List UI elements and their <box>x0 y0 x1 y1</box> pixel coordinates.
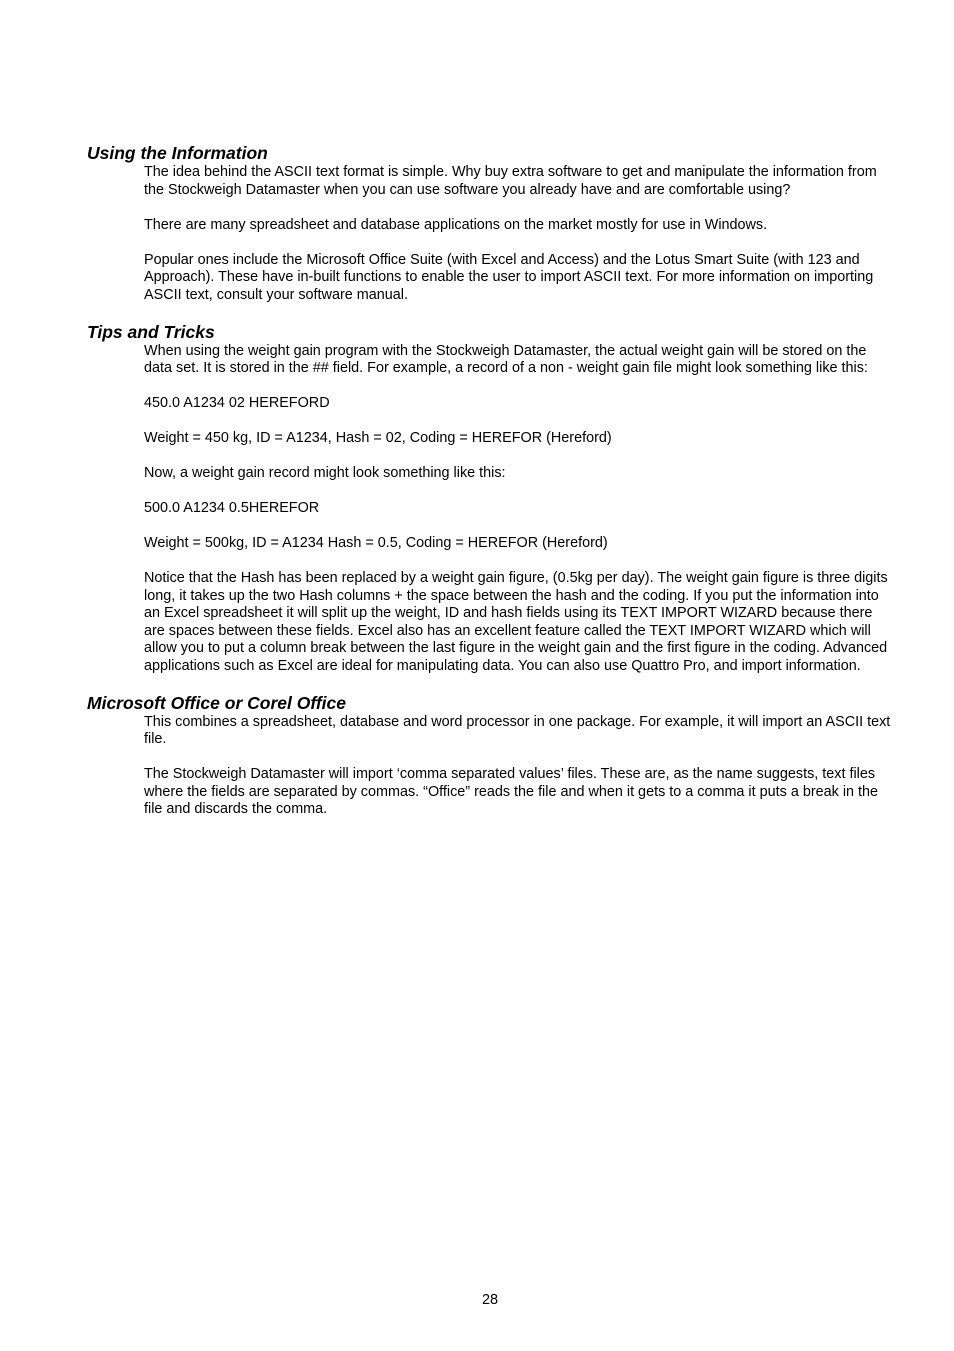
section-microsoft-office-or-corel-office <box>87 693 899 819</box>
section-heading: Using the Information <box>87 143 268 163</box>
record-breakdown: Weight = 500kg, ID = A1234 Hash = 0.5, Coding = HEREFOR (Hereford) <box>144 535 608 551</box>
page-number: 28 <box>481 1292 498 1308</box>
paragraph: This combines a spreadsheet, database and word processor in one package. For example, it will import an ASCII text file. <box>144 713 891 747</box>
paragraph: Now, a weight gain record might look something like this: <box>144 465 506 481</box>
paragraph: The idea behind the ASCII text format is simple. Why buy extra software to get and manipulate the information from the Stockweigh Datamaster when you can use software you already have and are comfortable using? <box>144 164 877 198</box>
section-tips-and-tricks <box>87 322 899 676</box>
paragraph: Popular ones include the Microsoft Office Suite (with Excel and Access) and the Lotus Smart Suite (with 123 and Approach). These have in-built functions to enable the user to import ASCII text. For more information on importing ASCII text, consult your software manual. <box>144 251 874 303</box>
paragraph: There are many spreadsheet and database applications on the market mostly for use in Windows. <box>144 216 768 233</box>
section-heading: Microsoft Office or Corel Office <box>87 692 346 713</box>
section-body <box>144 343 894 676</box>
record-example: 500.0 A1234 0.5HEREFOR <box>144 500 320 516</box>
section-body <box>144 164 894 304</box>
record-breakdown: Weight = 450 kg, ID = A1234, Hash = 02, Coding = HEREFOR (Hereford) <box>144 430 612 446</box>
section-body <box>144 714 894 819</box>
paragraph: Notice that the Hash has been replaced by a weight gain figure, (0.5kg per day). The weight gain figure is three digits long, it takes up the two Hash columns + the space between the hash and the coding. If you put the information into an Excel spreadsheet it will split up the weight, ID and hash fields using its TEXT IMPORT WIZARD because there are spaces between these fields. Excel also has an excellent feature called the TEXT IMPORT WIZARD which will allow you to put a column break between the last figure in the weight gain and the first figure in the coding. Advanced applications such as Excel are ideal for manipulating data. You can also use Quattro Pro, and import information. <box>144 570 888 674</box>
paragraph: The Stockweigh Datamaster will import ‘comma separated values’ files. These are, as the name suggests, text files where the fields are separated by commas. “Office” reads the file and when it gets to a comma it puts a break in the file and discards the comma. <box>144 766 879 817</box>
section-using-the-information <box>87 143 899 304</box>
record-example: 450.0 A1234 02 HEREFORD <box>144 395 330 411</box>
section-heading: Tips and Tricks <box>87 321 215 342</box>
paragraph: When using the weight gain program with the Stockweigh Datamaster, the actual weight gain will be stored on the data set. It is stored in the ## field. For example, a record of a non - weight gain file might look something like this: <box>144 342 868 376</box>
page-content <box>87 143 899 833</box>
